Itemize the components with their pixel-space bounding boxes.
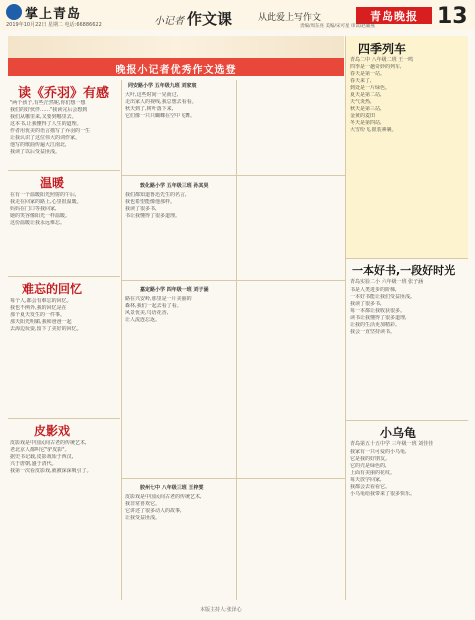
text-line: 我也希望能像他那样。 <box>125 199 176 205</box>
text-line: 冬天是第四站, <box>350 120 382 126</box>
text-line: 夏天是第二站, <box>350 92 382 98</box>
article-body-four-seasons <box>350 64 466 254</box>
article-body-wang <box>125 494 343 598</box>
text-line: 让我的生活更加精彩。 <box>350 322 401 328</box>
text-line: 据史书记载,皮影戏始于西汉, <box>10 454 74 460</box>
text-line: 我第一次看皮影戏,就被深深吸引了。 <box>10 468 92 474</box>
text-line: 这本书,让我懂得了人生的道理。 <box>10 121 82 127</box>
text-line: 我非常喜欢它。 <box>125 501 161 507</box>
article-author-four-seasons: 青岛二中 八年级二班 王一鸣 <box>350 57 414 63</box>
text-line: 妈妈在门口等我回家, <box>10 206 57 212</box>
article-title-qiaoyu: 读《乔羽》有感 <box>18 86 110 101</box>
text-line: 秋天到了,树叶落下来, <box>125 106 174 112</box>
text-line: 我们的好伙伴……"我读完后会想到 <box>10 107 88 113</box>
text-line: 每一本都让我收获很多。 <box>350 308 406 314</box>
text-line: 大雪纷飞,银装素裹。 <box>350 127 397 133</box>
article-body-sun <box>125 192 343 276</box>
article-title-warmth: 温暖 <box>40 176 65 190</box>
article-title-four-seasons: 四季列车 <box>358 42 407 56</box>
article-author-turtle: 青岛第五十五中学 三年级一班 刘佳佳 <box>350 441 434 447</box>
text-line: 森林,我们一起去看了看。 <box>125 303 182 309</box>
article-body-liuzihan <box>125 296 343 474</box>
text-line: 他写的歌曲传遍大江南北, <box>10 142 67 148</box>
text-line: "两个孩子,有些茫然呢,你们想一想 <box>10 100 86 106</box>
text-line: 大叶,这些时间一晃而过, <box>125 92 179 98</box>
editors-credit: 责编/周东亮 美编/宋可星 审读/赵颖燕 <box>300 24 375 29</box>
text-line: 她的笑容像阳光一样温暖。 <box>10 213 71 219</box>
article-title-memory: 难忘的回忆 <box>22 282 83 296</box>
article-body-warmth <box>10 192 118 272</box>
column-divider <box>345 36 346 600</box>
row-divider <box>122 478 345 479</box>
text-line: 那天阳光明媚,我和爸爸一起 <box>10 319 72 325</box>
article-body-turtle <box>350 449 466 599</box>
row-divider <box>122 175 345 176</box>
text-line: 皮影戏是中国民间古老的传统艺术, <box>125 494 202 500</box>
text-line: 金黄的麦田 <box>350 113 376 119</box>
article-title-good-book: 一本好书,一段好时光 <box>352 264 456 277</box>
row-divider <box>346 420 468 421</box>
page-header <box>0 0 475 30</box>
row-divider <box>8 276 120 277</box>
article-author-liu: 同安路小学 五年级九班 刘家宸 <box>128 83 197 89</box>
text-line: 它们像一只只蝴蝶在空中飞舞。 <box>125 113 196 119</box>
newspaper-name: 青岛晚报 <box>356 7 432 24</box>
article-body-shadow-play <box>10 440 118 598</box>
text-line: 四季是一趟奇妙的列车, <box>350 64 402 70</box>
text-line: 去海边玩耍,留下了美好的回忆。 <box>10 326 82 332</box>
text-line: 皮影戏是中国民间古老的传统艺术, <box>10 440 87 446</box>
text-line: 我们都知道鲁迅先生的名言, <box>125 192 187 198</box>
text-line: 它的壳是绿色的, <box>350 463 387 469</box>
row-divider <box>122 280 345 281</box>
text-line: 我也不例外,我的回忆是在 <box>10 305 67 311</box>
section-banner: 晚报小记者优秀作文选登 <box>8 60 344 76</box>
text-line: 我们从哪里来,又要到哪里去。 <box>10 114 77 120</box>
text-line: 上面有美丽的花纹。 <box>350 470 396 476</box>
row-divider <box>8 418 120 419</box>
text-line: 让人流连忘返。 <box>125 317 161 323</box>
text-line: 我读了很多书, <box>125 206 157 212</box>
text-line: 让我认识了这位伟大的词作家。 <box>10 135 81 141</box>
text-line: 书是人类进步的阶梯, <box>350 287 397 293</box>
article-body-good-book <box>350 287 466 415</box>
page-number: 13 <box>437 4 468 29</box>
text-line: 它是我的好朋友。 <box>350 456 391 462</box>
article-body-liu <box>125 92 343 172</box>
brand-name: 掌上青岛 <box>25 6 82 22</box>
article-title-shadow-play: 皮影戏 <box>34 424 71 438</box>
text-line: 书让我懂得了很多道理。 <box>125 213 181 219</box>
article-title-turtle: 小乌龟 <box>380 426 417 440</box>
issue-date: 2019年10月22日 星期二 电话:66886622 <box>6 22 102 28</box>
text-line: 我家有一只可爱的小乌龟, <box>350 449 407 455</box>
text-line: 春天是第一站。 <box>350 71 386 77</box>
text-line: 走出家人的视线,我总想去看看。 <box>125 99 197 105</box>
article-author-wang: 胶州七中 八年级三班 王梓雯 <box>140 485 204 491</box>
text-line: 秋天是第三站, <box>350 106 382 112</box>
text-line: 它讲述了很多动人的故事, <box>125 508 182 514</box>
page-host-credit: 本版主持人:张泽心 <box>200 607 242 613</box>
article-author-good-book: 青岛实验二小 六年级一班 张子涵 <box>350 279 424 285</box>
column-title-small: 小记者 <box>154 16 184 27</box>
text-line: 天气炎热, <box>350 99 372 105</box>
banner-decoration <box>8 36 344 60</box>
text-line: 春天来了, <box>350 78 372 84</box>
text-line: 这份温暖让我永远难忘。 <box>10 220 66 226</box>
text-line: 我都会去看看它。 <box>350 484 391 490</box>
brand-logo-icon <box>6 4 22 20</box>
text-line: 我读了很多书, <box>350 301 382 307</box>
article-body-memory <box>10 298 118 414</box>
row-divider <box>346 258 468 259</box>
brand <box>6 3 81 21</box>
slogan: 从此爱上写作文 <box>258 13 322 23</box>
text-line: 兴于唐朝,盛于清代。 <box>10 461 57 467</box>
column-title-big: 作文课 <box>187 10 233 28</box>
text-line: 我走在回家的路上,心里很温暖。 <box>10 199 82 205</box>
text-line: 老北京人都叫它"驴皮影"。 <box>10 447 70 453</box>
text-line: 那个夏天发生的一件事。 <box>10 312 66 318</box>
text-line: 风景优美,鸟语花香, <box>125 310 169 316</box>
article-author-sun: 敦化路小学 五年级三班 孙其昊 <box>140 183 209 189</box>
article-body-qiaoyu <box>10 100 118 166</box>
text-line: 每个人,都会有难忘的回忆。 <box>10 298 72 304</box>
text-line: 每天放学回家, <box>350 477 382 483</box>
column-divider <box>121 80 122 600</box>
text-line: 我会一直坚持读书。 <box>350 329 396 335</box>
text-line: 读书让我懂得了很多道理, <box>350 315 407 321</box>
text-line: 一本好书能让我们受益匪浅。 <box>350 294 416 300</box>
text-line: 让我受益匪浅。 <box>125 515 161 521</box>
text-line: 在有一个温暖阳光照射的午后, <box>10 192 77 198</box>
text-line: 小乌龟给我带来了很多快乐。 <box>350 491 416 497</box>
text-line: 作者用优美的语言描写了乔羽的一生 <box>10 128 91 134</box>
article-author-liuzihan: 嘉定路小学 四年级一班 刘子涵 <box>140 287 209 293</box>
text-line: 到处是一片绿色。 <box>350 85 391 91</box>
column-title <box>154 8 232 29</box>
text-line: 我读了以后受益匪浅。 <box>10 149 61 155</box>
text-line: 路在兴安岭,那里是一片美丽的 <box>125 296 192 302</box>
row-divider <box>8 170 120 171</box>
